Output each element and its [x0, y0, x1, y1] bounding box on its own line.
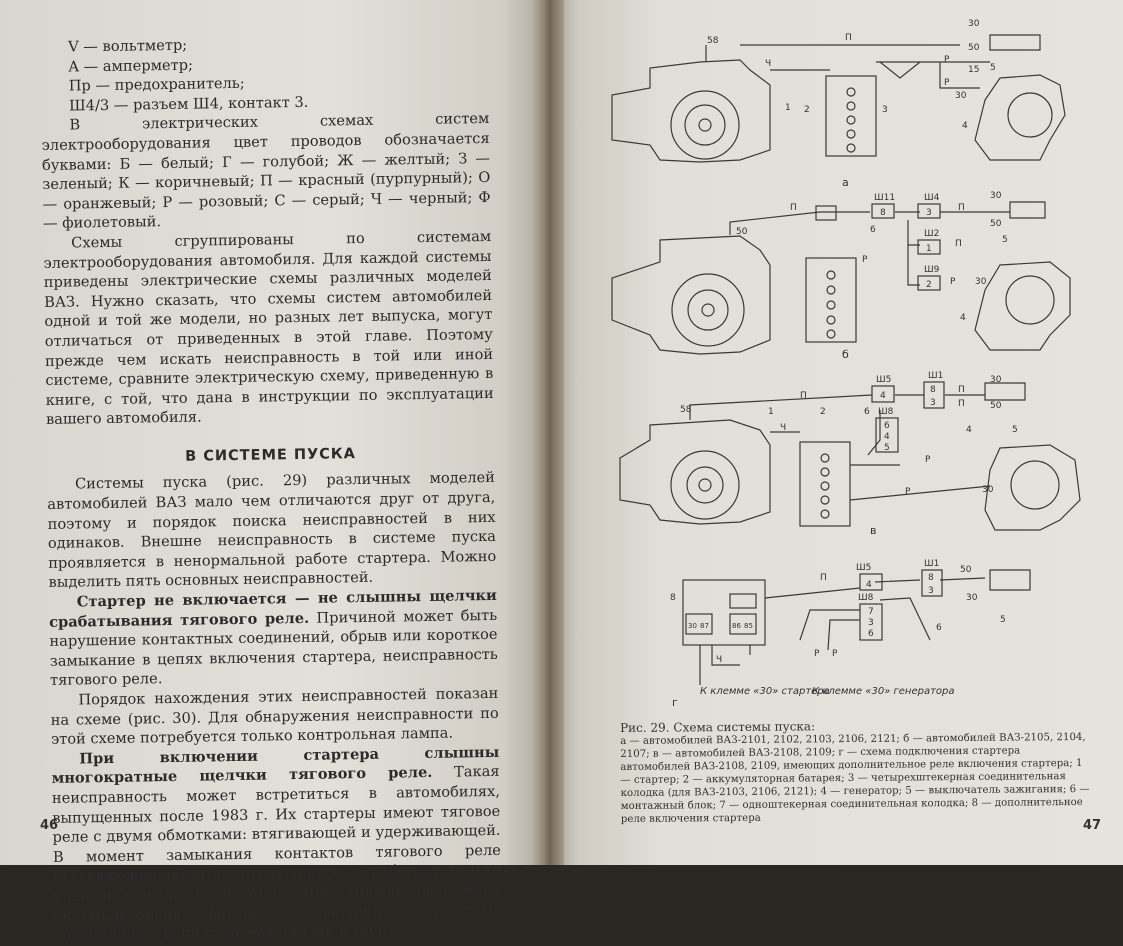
fault-1-text: Причиной может быть нарушение контактных соединений, обрыв или короткое замыкание в цепях включения стартера, неисправность тягового реле.	[49, 606, 498, 690]
page-number-right: 47	[1083, 818, 1102, 833]
label-b-w4: Ш4	[924, 193, 940, 203]
label-v-num-1: 1	[768, 407, 774, 417]
label-a-num-4: 4	[962, 121, 968, 131]
paragraph-start-system: Системы пуска (рис. 29) различных моделей автомобилей ВАЗ мало чем отличаются друг от друга, поэтому и порядок поиска неисправностей в них одинаков. Внешне неисправность в системе пуска проявляется в ненормальной работе стартера. Можно выделить пять основных неисправностей.	[47, 469, 497, 592]
ignition-switch-v	[985, 383, 1025, 400]
label-v-w1-pin2: 3	[930, 398, 936, 408]
label-a-wire-r1: Р	[944, 78, 950, 88]
label-g-wire-r1: Р	[814, 649, 820, 659]
label-b-num-50: 50	[736, 227, 748, 237]
label-v-wire-p3: П	[958, 399, 965, 409]
label-v-w8-pin2: 4	[884, 432, 890, 442]
label-g-num-30: 30	[966, 593, 978, 603]
label-a-num-30: 30	[968, 19, 980, 29]
paragraph-fault-1-follow: Порядок нахождения этих неисправностей показан на схеме (рис. 30). Для обнаружения неисправности по этой схеме потребуется только контрольная лампа.	[50, 684, 499, 749]
label-a-num-5: 5	[990, 63, 996, 73]
label-a-wire-r2: Р	[944, 55, 950, 65]
label-g-w8-pin1: 7	[868, 607, 874, 617]
label-g-w8: Ш8	[858, 593, 874, 603]
figure-caption	[620, 718, 1091, 826]
label-b-wire-p1: П	[790, 203, 797, 213]
label-b-w9-pin: 2	[926, 280, 932, 290]
label-g-w5: Ш5	[856, 563, 872, 573]
label-a-num-15: 15	[968, 65, 980, 75]
label-v-wire-p1: П	[800, 391, 807, 401]
generator-b	[975, 262, 1070, 350]
label-v-w8-pin1: 6	[884, 421, 890, 431]
label-b-wire-p3: П	[955, 239, 962, 249]
label-v-num-50: 50	[990, 401, 1002, 411]
label-v-num-5: 5	[1012, 425, 1018, 435]
label-b-wire-p2: П	[958, 203, 965, 213]
starter-body-v	[620, 420, 770, 524]
label-a-wire-ch: Ч	[765, 59, 772, 69]
starter-body-b	[612, 236, 770, 354]
label-g-relay-8: 8	[670, 593, 676, 603]
label-g-pin-87: 87	[700, 622, 709, 630]
label-g-w5-pin: 4	[866, 580, 872, 590]
label-g-num-6: 6	[936, 623, 942, 633]
label-b-num-30: 30	[990, 191, 1002, 201]
label-b-wire-r1: Р	[862, 255, 868, 265]
diagram-a	[612, 35, 1065, 162]
label-a-wire-p: П	[845, 33, 852, 43]
label-b-num-5: 5	[1002, 235, 1008, 245]
label-v-wire-r1: Р	[925, 455, 931, 465]
label-g-wire-r2: Р	[832, 649, 838, 659]
label-b-num-4: 4	[960, 313, 966, 323]
label-g-num-5: 5	[1000, 615, 1006, 625]
label-b-w9: Ш9	[924, 265, 940, 275]
label-v-wire-ch: Ч	[780, 423, 787, 433]
label-b-w11: Ш11	[874, 193, 896, 203]
label-v-w1: Ш1	[928, 371, 944, 381]
label-a-letter: а	[842, 176, 849, 189]
section-title: В СИСТЕМЕ ПУСКА	[185, 445, 357, 465]
label-g-pin-86: 86	[732, 622, 741, 630]
label-a-num-3: 3	[882, 105, 888, 115]
battery-v	[800, 442, 850, 526]
label-g-pin-30: 30	[688, 622, 697, 630]
label-b-wire-r2: Р	[950, 277, 956, 287]
legend-item: Ш4/3 — разъем Ш4, контакт 3.	[68, 93, 309, 115]
label-a-num-1: 1	[785, 103, 791, 113]
label-a-num-30b: 30	[955, 91, 967, 101]
page-number-left: 46	[40, 818, 59, 833]
label-v-wire-p2: П	[958, 385, 965, 395]
generator-v	[985, 445, 1080, 530]
label-v-num-30: 30	[990, 375, 1002, 385]
label-v-num-4: 4	[966, 425, 972, 435]
legend-item: Пр — предохранитель;	[68, 74, 245, 95]
label-b-w2: Ш2	[924, 229, 940, 239]
label-b-w4-pin: 3	[926, 208, 932, 218]
starter-relay-g	[683, 580, 765, 645]
ignition-switch-b	[1010, 202, 1045, 218]
label-b-letter: б	[842, 348, 849, 361]
label-v-w5-pin: 4	[880, 391, 886, 401]
label-a-num-50: 50	[968, 43, 980, 53]
ignition-switch-a	[990, 35, 1040, 50]
ignition-switch-g	[990, 570, 1030, 590]
label-g-w1: Ш1	[924, 559, 940, 569]
label-g-wire-p: П	[820, 573, 827, 583]
fault-2-text: Такая неисправность может встретиться в автомобилях, выпущенных после 1983 г. Их стартеры имеют тяговое реле с двумя обмотками: втягивающей и удерживающей. В момент замыкания контактов тягового реле втягивающая обмотка отключается и работает только удерживающая. Если при этом сильно разряжена аккумуляторная батарея, ослаблены контактные соединения в цепи стартера или же в удер-	[51, 763, 502, 945]
starter-armature-a	[671, 91, 739, 159]
label-v-num-58: 58	[680, 405, 692, 415]
label-g-pin-85: 85	[744, 622, 753, 630]
label-b-num-6: 6	[870, 225, 876, 235]
label-g-letter: г	[672, 696, 678, 709]
fault-2-title: При включении стартера слышны многократные щелчки тягового реле.	[51, 743, 500, 788]
label-b-num-50b: 50	[990, 219, 1002, 229]
label-v-letter: в	[870, 524, 877, 537]
label-g-w8-pin3: 6	[868, 629, 874, 639]
figure-caption-title: Рис. 29. Схема системы пуска:	[619, 719, 816, 735]
label-v-wire-r2: Р	[905, 487, 911, 497]
paragraph-colors: В электрических схемах систем электрооборудования цвет проводов обозначается буквами: Б — белый; Г — голубой; Ж — желтый; З — зеленый; К — коричневый; П — красный (пурпурный); О — оранжевый; Р — розовый; С — серый; Ч — черный; Ф — фиолетовый.	[41, 110, 491, 233]
fault-1-title: Стартер не включается — не слышны щелчки срабатывания тягового реле.	[49, 586, 497, 631]
label-a-num-2: 2	[804, 105, 810, 115]
label-b-num-30b: 30	[975, 277, 987, 287]
label-v-w8: Ш8	[878, 407, 894, 417]
label-v-w1-pin1: 8	[930, 385, 936, 395]
label-v-num-2: 2	[820, 407, 826, 417]
label-b-w2-pin: 1	[926, 244, 932, 254]
figure-caption-text: а — автомобилей ВАЗ-2101, 2102, 2103, 2106, 2121; б — автомобилей ВАЗ-2105, 2104, 2107; в — автомобилей ВАЗ-2108, 2109; г — схема подключения стартера автомобилей ВАЗ-2108, 2109, имеющих дополнительное реле включения стартера; 1 — стартер; 2 — аккумуляторная батарея; 3 — четырехштекерная соединительная колодка (для ВАЗ-2103, 2106, 2121); 4 — генератор; 5 — выключатель зажигания; 6 — монтажный блок; 7 — одноштекерная соединительная колодка; 8 — дополнительное реле включения стартера	[620, 731, 1090, 825]
label-v-num-30b: 30	[982, 485, 994, 495]
label-g-terminal-starter: К клемме «30» стартера	[700, 686, 830, 697]
label-g-w1-pin2: 3	[928, 586, 934, 596]
label-g-wire-ch: Ч	[716, 655, 723, 665]
label-b-w11-pin: 8	[880, 208, 886, 218]
label-g-w8-pin2: 3	[868, 618, 874, 628]
label-a-num-58: 58	[707, 36, 719, 46]
legend-item: V — вольтметр;	[68, 36, 188, 56]
label-g-w1-pin1: 8	[928, 573, 934, 583]
label-g-terminal-generator: К клемме «30» генератора	[812, 686, 955, 697]
label-v-num-6: 6	[864, 407, 870, 417]
label-g-num-50: 50	[960, 565, 972, 575]
paragraph-schemes: Схемы сгруппированы по системам электрооборудования автомобиля. Для каждой системы приведены электрические схемы различных моделей ВАЗ. Нужно сказать, что схемы систем автомобилей одной и той же модели, но разных лет выпуска, могут отличаться от приведенных в этой главе. Поэтому прежде чем искать неисправность в той или иной системе, сравните электрическую схему, приведенную в книге, с той, что дана в инструкции по эксплуатации вашего автомобиля.	[43, 227, 494, 429]
label-v-w8-pin3: 5	[884, 443, 890, 453]
legend-item: A — амперметр;	[68, 56, 194, 76]
label-v-w5: Ш5	[876, 375, 892, 385]
